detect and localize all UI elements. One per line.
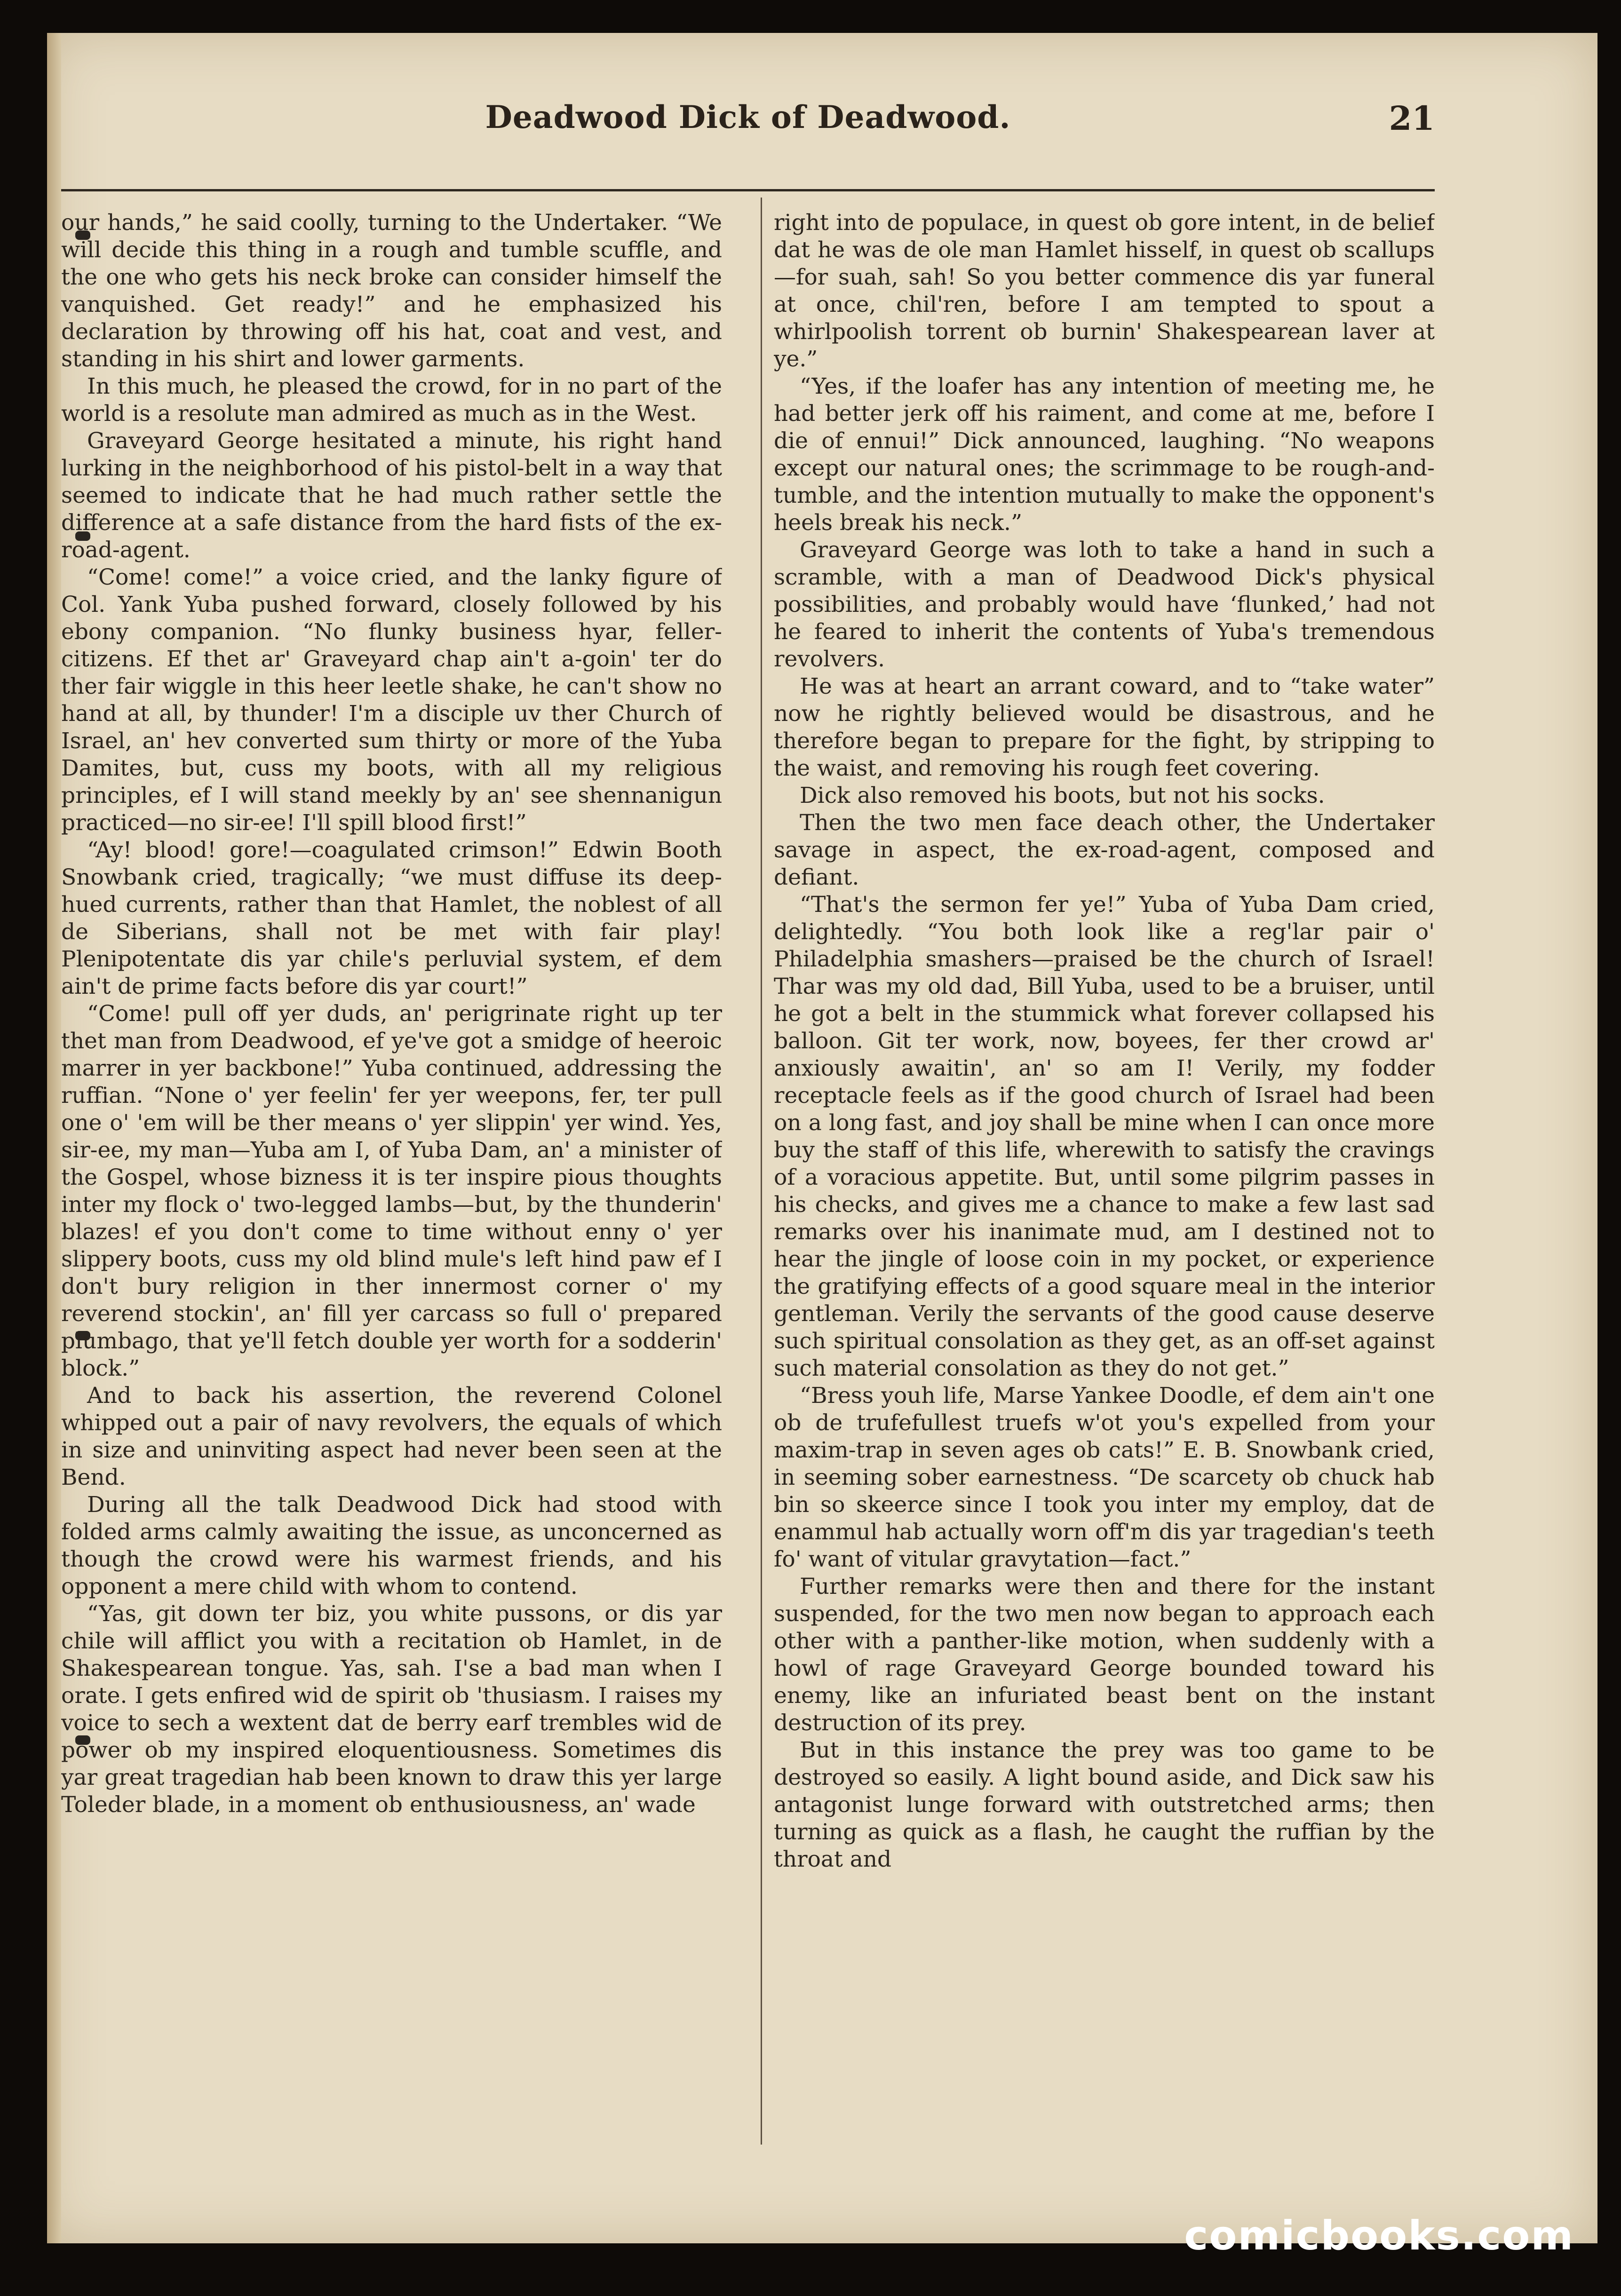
paragraph: Graveyard George hesitated a minute, his right hand lurking in the neighborhood of his pistol-belt in a way that seemed to indicate that he had much rather settle the difference at a safe distance from the hard fists of the ex-road-agent. <box>61 428 722 563</box>
paragraph: “That's the sermon fer ye!” Yuba of Yuba Dam cried, delightedly. “You both look like a reg'lar pair o' Philadelphia smashers—praised be the church of Israel! Thar was my old dad, Bill Yuba, used to be a bruiser, until he got a belt in the stummick what forever collapsed his balloon. Git ter work, now, boyees, fer ther crowd ar' anxiously awaitin', an' so am I! Verily, my fodder receptacle feels as if the good church of Israel had been on a long fast, and joy shall be mine when I can once more buy the staff of this life, wherewith to satisfy the cravings of a voracious appetite. But, until some pilgrim passes in his checks, and gives me a chance to make a few last sad remarks over his inanimate mud, am I destined not to hear the jingle of loose coin in my pocket, or experience the gratifying effects of a good square meal in the interior gentleman. Verily the servants of the good cause deserve such spiritual consolation as they get, as an off-set against such material consolation as they do not get.” <box>774 892 1435 1381</box>
page-header <box>61 99 1435 160</box>
paragraph: “Bress youh life, Marse Yankee Doodle, ef dem ain't one ob de trufefullest truefs w'ot you's expelled from your maxim-trap in seven ages ob cats!” E. B. Snowbank cried, in seeming sober earnestness. “De scarcety ob chuck hab bin so skeerce since I took you inter my employ, dat de enammul hab actually worn off'm dis yar tragedian's teeth fo' want of vitular gravytation—fact.” <box>774 1383 1435 1572</box>
paragraph: During all the talk Deadwood Dick had stood with folded arms calmly awaiting the issue, as unconcerned as though the crowd were his warmest friends, and his opponent a mere child with whom to contend. <box>61 1492 722 1599</box>
right-column <box>774 209 1435 2152</box>
page-number: 21 <box>1389 99 1435 138</box>
paragraph: our hands,” he said coolly, turning to the Undertaker. “We will decide this thing in a rough and tumble scuffle, and the one who gets his neck broke can consider himself the vanquished. Get ready!” and he emphasized his declaration by throwing off his hat, coat and vest, and standing in his shirt and lower garments. <box>61 210 722 372</box>
watermark: comicbooks.com <box>1184 2212 1574 2259</box>
paragraph: Then the two men face deach other, the Undertaker savage in aspect, the ex-road-agent, composed and defiant. <box>774 810 1435 890</box>
paragraph: In this much, he pleased the crowd, for in no part of the world is a resolute man admired as much as in the West. <box>61 373 722 427</box>
page-gutter <box>47 33 61 2243</box>
paragraph: “Yes, if the loafer has any intention of meeting me, he had better jerk off his raiment, and come at me, before I die of ennui!” Dick announced, laughing. “No weapons except our natural ones; the scrimmage to be rough-and-tumble, and the intention mutually to make the opponent's heels break his neck.” <box>774 373 1435 536</box>
paragraph: “Come! come!” a voice cried, and the lanky figure of Col. Yank Yuba pushed forward, closely followed by his ebony companion. “No flunky business hyar, feller-citizens. Ef thet ar' Graveyard chap ain't a-goin' ter do ther fair wiggle in this heer leetle shake, he can't show no hand at all, by thunder! I'm a disciple uv ther Church of Israel, an' hev converted sum thirty or more of the Yuba Damites, but, cuss my boots, with all my religious principles, ef I will stand meekly by an' see shennanigun practiced—no sir-ee! I'll spill blood first!” <box>61 564 722 836</box>
paragraph: “Yas, git down ter biz, you white pussons, or dis yar chile will afflict you with a recitation ob Hamlet, in de Shakespearean tongue. Yas, sah. I'se a bad man when I orate. I gets enfired wid de spirit ob 'thusiasm. I raises my voice to sech a wextent dat de berry earf trembles wid de power ob my inspired eloquentiousness. Sometimes dis yar great tragedian hab been known to draw this yer large Toleder blade, in a moment ob enthusiousness, an' wade <box>61 1601 722 1818</box>
column-divider <box>761 198 762 2145</box>
paragraph: He was at heart an arrant coward, and to “take water” now he rightly believed would be disastrous, and he therefore began to prepare for the fight, by stripping to the waist, and removing his rough feet covering. <box>774 673 1435 781</box>
paragraph: And to back his assertion, the reverend Colonel whipped out a pair of navy revolvers, the equals of which in size and uninviting aspect had never been seen at the Bend. <box>61 1383 722 1490</box>
running-title: Deadwood Dick of Deadwood. <box>485 99 1011 135</box>
paragraph: But in this instance the prey was too game to be destroyed so easily. A light bound aside, and Dick saw his antagonist lunge forward with outstretched arms; then turning as quick as a flash, he caught the ruffian by the throat and <box>774 1737 1435 1872</box>
left-column <box>61 209 722 2152</box>
paragraph: “Ay! blood! gore!—coagulated crimson!” Edwin Booth Snowbank cried, tragically; “we must diffuse its deep-hued currents, rather than that Hamlet, the noblest of all de Siberians, shall not be met with fair play! Plenipotentate dis yar chile's perluvial system, ef dem ain't de prime facts before dis yar court!” <box>61 837 722 999</box>
header-rule <box>61 189 1435 191</box>
paragraph: “Come! pull off yer duds, an' perigrinate right up ter thet man from Deadwood, ef ye've got a smidge of heeroic marrer in yer backbone!” Yuba continued, addressing the ruffian. “None o' yer feelin' fer yer weepons, fer, ter pull one o' 'em will be ther means o' yer slippin' yer wind. Yes, sir-ee, my man—Yuba am I, of Yuba Dam, an' a minister of the Gospel, whose bizness it is ter inspire pious thoughts inter my flock o' two-legged lambs—but, by the thunderin' blazes! ef you don't come to time without enny o' yer slippery boots, cuss my old blind mule's left hind paw ef I don't bury religion in ther innermost corner o' my reverend stockin', an' fill yer carcass so full o' prepared plumbago, that ye'll fetch double yer worth for a sodderin' block.” <box>61 1001 722 1381</box>
paragraph: Further remarks were then and there for the instant suspended, for the two men now began to approach each other with a panther-like motion, when suddenly with a howl of rage Graveyard George bounded toward his enemy, like an infuriated beast bent on the instant destruction of its prey. <box>774 1574 1435 1736</box>
paragraph: Graveyard George was loth to take a hand in such a scramble, with a man of Deadwood Dick's physical possibilities, and probably would have ‘flunked,’ had not he feared to inherit the contents of Yuba's tremendous revolvers. <box>774 537 1435 672</box>
paragraph: right into de populace, in quest ob gore intent, in de belief dat he was de ole man Hamlet hisself, in quest ob scallups—for suah, sah! So you better commence dis yar funeral at once, chil'ren, before I am tempted to spout a whirlpoolish torrent ob burnin' Shakespearean laver at ye.” <box>774 210 1435 372</box>
paragraph: Dick also removed his boots, but not his socks. <box>800 783 1325 808</box>
